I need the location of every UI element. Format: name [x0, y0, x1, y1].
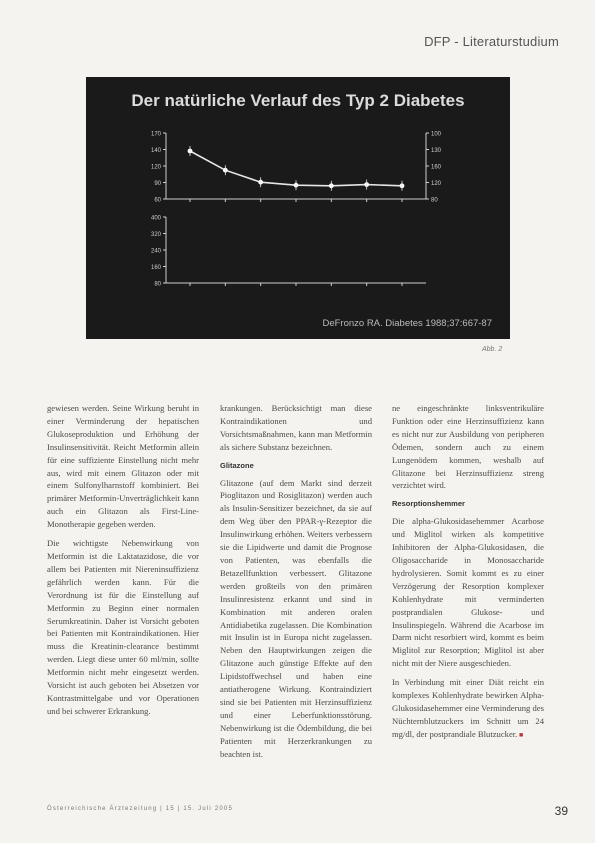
y-tick-label: 240 — [150, 248, 161, 255]
text-column-2 — [220, 402, 372, 766]
y2-tick-label: 160 — [431, 164, 442, 171]
y-tick-label: 320 — [150, 232, 161, 238]
slide-title: Der natürliche Verlauf des Typ 2 Diabetes — [131, 91, 465, 110]
paragraph: krankungen. Berücksichtigt man diese Kontraindikationen und Vorsichtsmaßnahmen, kann man Metformin als sichere Substanz bezeichnen. — [220, 403, 372, 452]
page-number: 39 — [554, 804, 568, 818]
section-heading-glitazone: Glitazone — [220, 460, 254, 470]
paragraph: In Verbindung mit einer Diät reicht ein komplexes Kohlenhydrate bewirken Alpha-Glukosidasehemmer eine Verminderung des Nüchternblutzuckers im Schnitt um 24 mg/dl, der postprandiale Blutzucker. ■ — [392, 676, 544, 742]
y-tick-label: 120 — [150, 164, 161, 171]
y-tick-label: 400 — [150, 215, 161, 222]
page-footer: Österreichische Ärztezeitung | 15 | 15. Juli 2005 — [47, 806, 233, 812]
paragraph: gewiesen werden. Seine Wirkung beruht in einer Verminderung der hepatischen Glukoseproduktion und Erhöhung der Insulinsensitivität. Reicht Metformin allein für eine suffiziente Einstellung nicht mehr aus, wird mit einem Glitazon oder mit einem Sulfonylharnstoff kombiniert. Bei primärer Metformin-Unverträglichkeit kann auch ein Glitazon als First-Line-Monotherapie gegeben werden. — [47, 403, 199, 530]
y2-tick-label: 100 — [431, 131, 442, 138]
y-tick-label: 80 — [154, 281, 161, 288]
y2-tick-label: 80 — [431, 197, 438, 204]
y-tick-label: 90 — [154, 181, 161, 187]
figure-label: Abb. 2 — [482, 346, 503, 353]
running-header: DFP - Literaturstudium — [424, 34, 559, 49]
y-tick-label: 60 — [154, 197, 161, 204]
y2-tick-label: 130 — [431, 148, 442, 154]
chart-svg — [86, 77, 510, 339]
text-column-3 — [392, 402, 544, 748]
text-column-1 — [47, 402, 199, 724]
y-tick-label: 160 — [150, 265, 161, 271]
paragraph: Glitazone (auf dem Markt sind derzeit Pioglitazon und Rosiglitazon) werden auch als Insulin-Sensitizer bezeichnet, da sie auf dem Weg über den PPAR-γ-Rezeptor die Insulinwirkung erhöhen. Weiters verbessern sie die Lipidwerte und damit die Prognose von Patienten, was ebenfalls die Betazellfunktion verbessert. Glitazone werden großteils von den primären Insulinresistenz erkannt und sind in Kombination mit anderen oralen Antidiabetika zugelassen. Die Kombination mit Insulin ist in Europa nicht zugelassen. Neben den Hauptwirkungen zeigen die Glitazone auch günstige Effekte auf den Lipidstoffwechsel und haben eine antiatherogene Wirkung. Kontraindiziert sind sie bei Patienten mit Herzinsuffizienz und einer Leberfunktionsstörung. Nebenwirkung ist die Ödembildung, die bei Patienten mit Herzerkrankungen zu beachten ist. — [220, 477, 372, 759]
paragraph: Die wichtigste Nebenwirkung von Metformin ist die Laktatazidose, die vor allem bei Patienten mit Niereninsuffizienz gefährlich werden kann. Für die Verordnung ist für die Einstellung auf Metformin zu Beginn einer normalen Serumkreatinin. Daher ist Vorsicht geboten bei Patienten mit Kontraindikationen. Hier muss die Kreatinin-clearance bestimmt werden. Liegt diese unter 60 ml/min, sollte Metformin nicht mehr eingesetzt werden. Vorsicht ist auch geboten bei Absetzen vor Kontrastmittelgabe und vor Operationen und bei schwerer Erkrankung. — [47, 538, 199, 716]
slide-citation: DeFronzo RA. Diabetes 1988;37:667-87 — [322, 318, 492, 329]
section-heading-resorptionshemmer: Resorptionshemmer — [392, 499, 465, 509]
figure-slide — [86, 77, 510, 339]
y-tick-label: 170 — [150, 131, 161, 138]
paragraph: Die alpha-Glukosidasehemmer Acarbose und Miglitol wirken als kompetitive Inhibitoren der Alpha-Glukosidasen, die Oligosaccharide in Monosaccharide hydrolysieren. Somit kommt es zu einer Verzögerung der Resorption komplexer Kohlenhydrate mit verminderten postprandialen Glukose- und Insulinspiegeln. Während die Acarbose im Darm nicht resorbiert wird, kommt es beim Miglitol zur Resorption; Miglitol ist aber nicht mit der Niere ausgeschieden. — [392, 516, 544, 669]
y-tick-label: 140 — [150, 148, 161, 154]
paragraph: ne eingeschränkte linksventrikuläre Funktion oder eine Herzinsuffizienz kann es nicht nur zur Ausbildung von peripheren Ödemen, sondern auch zu einem Lungenödem kommen, weshalb auf Glitazone bei Herzinsuffizienz streng verzichtet wird. — [392, 403, 544, 491]
y2-tick-label: 120 — [431, 181, 442, 187]
